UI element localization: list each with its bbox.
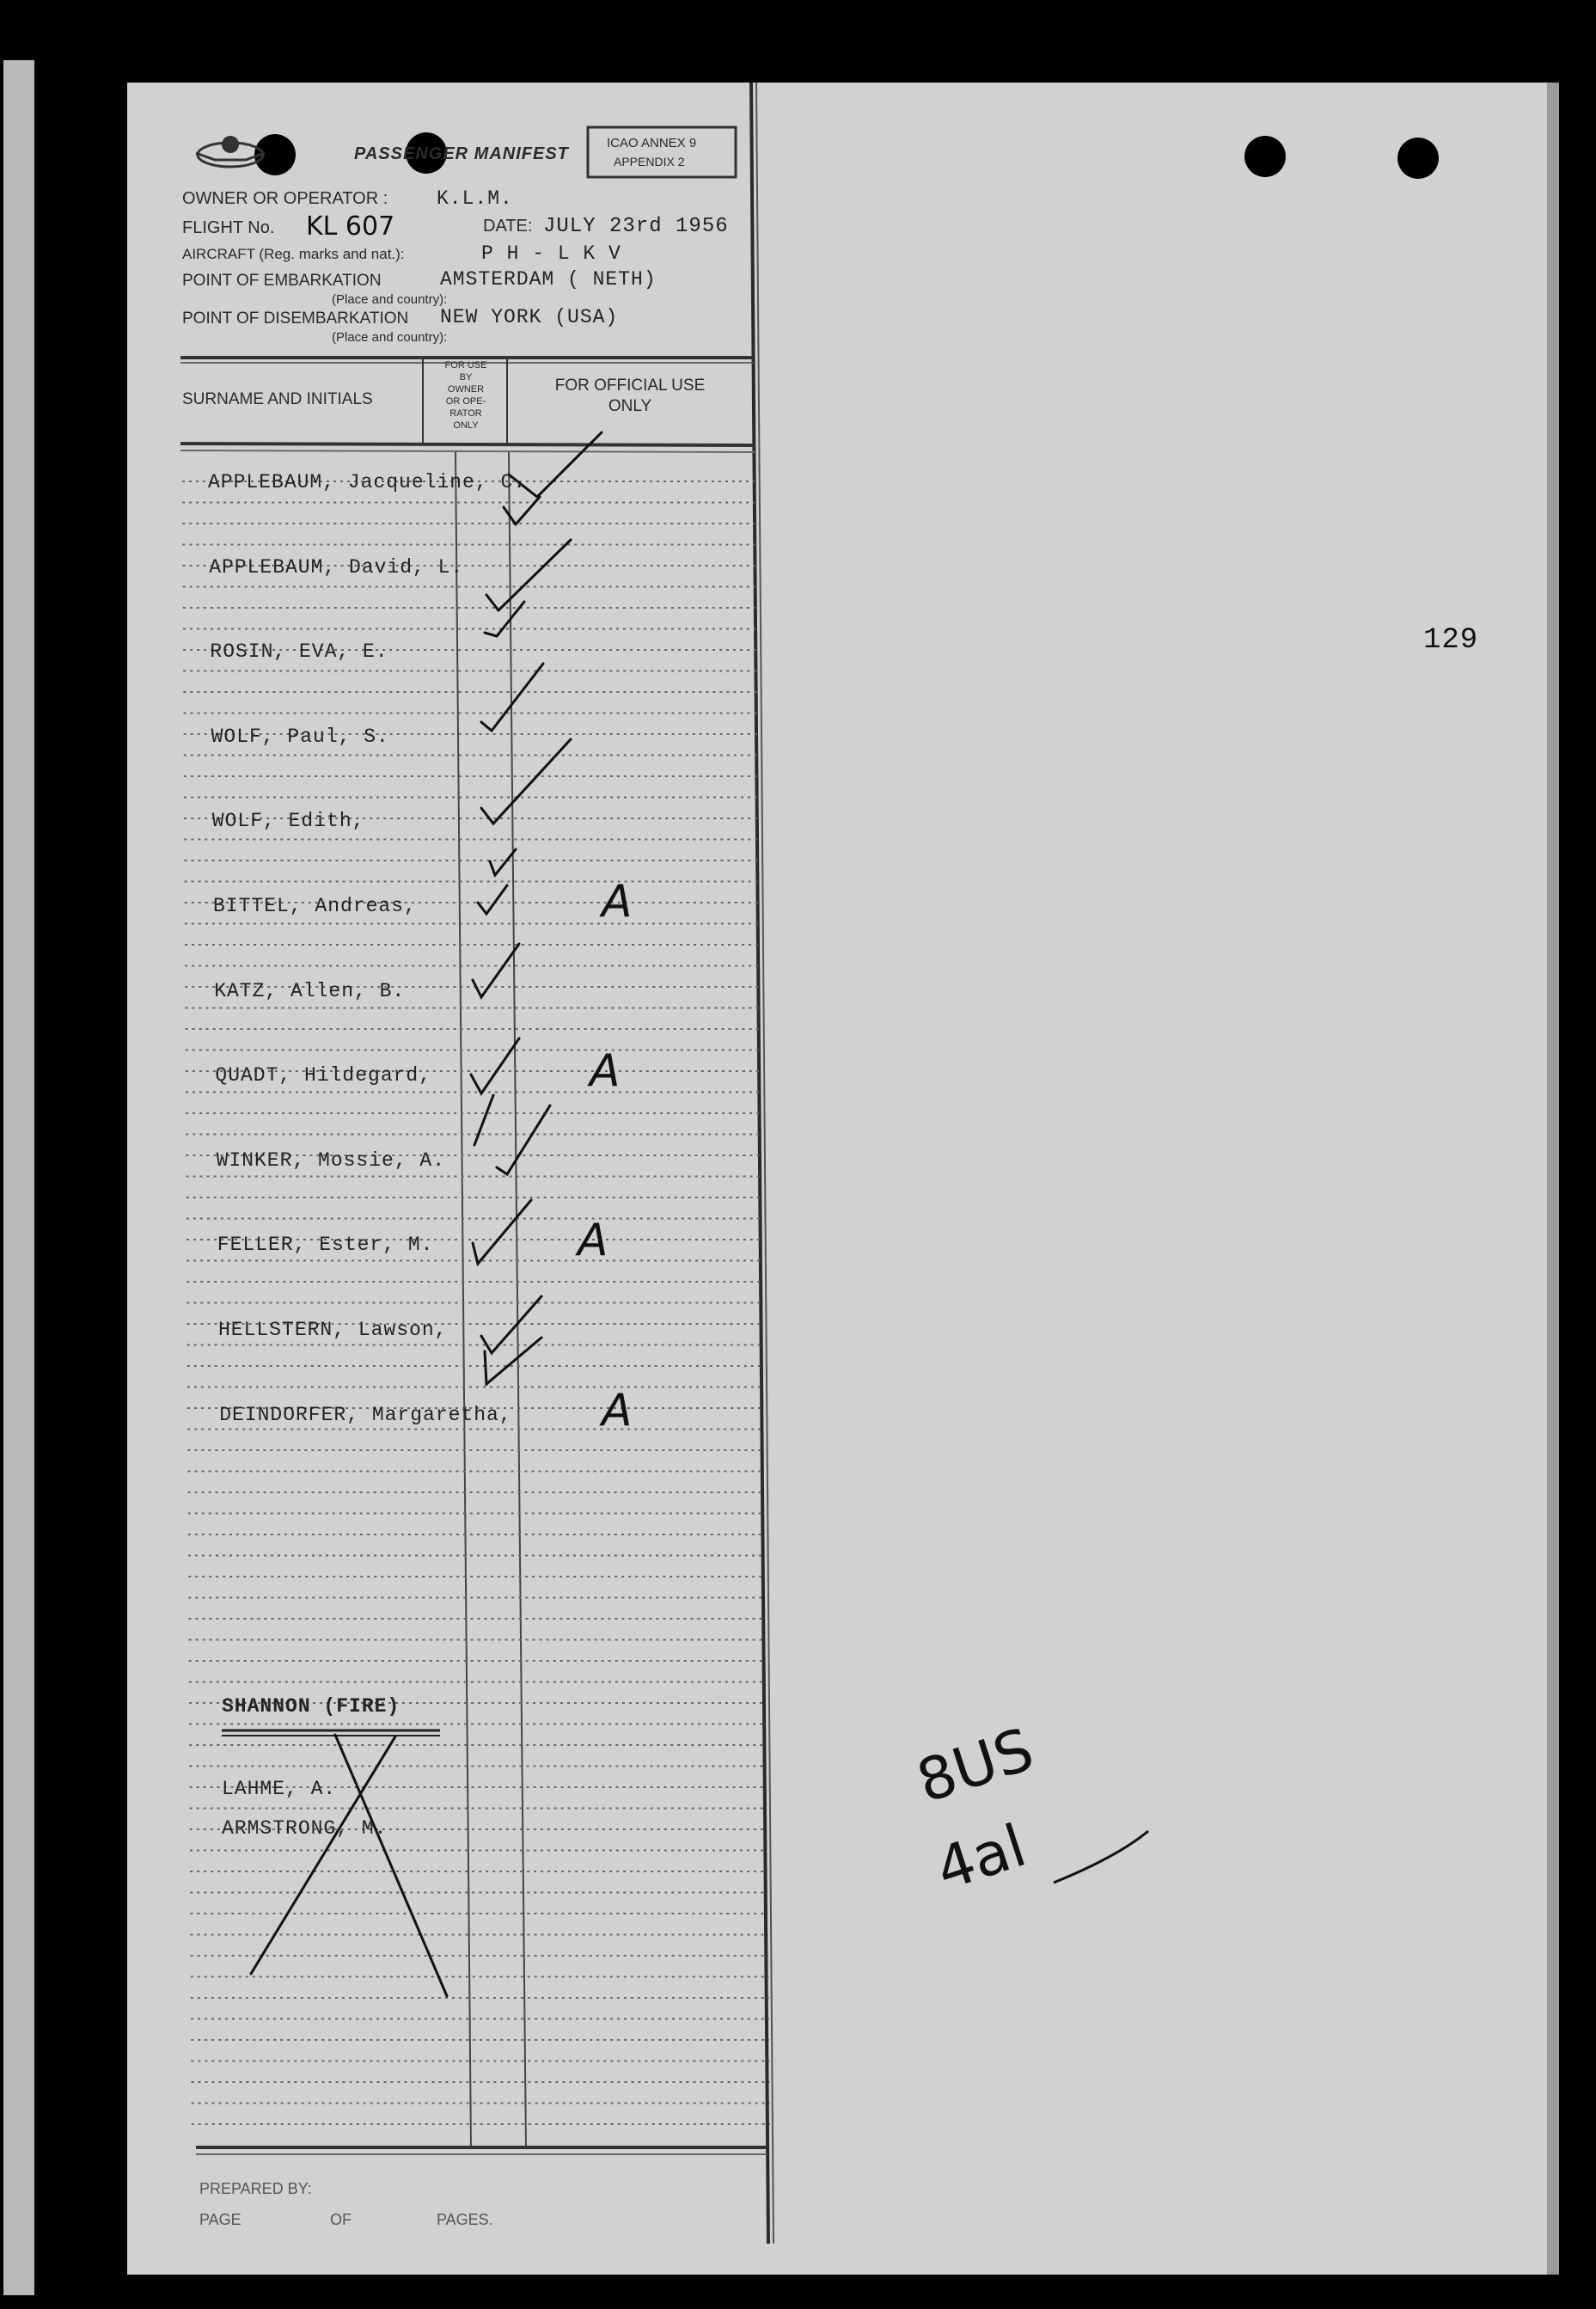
passenger-name: WOLF, Paul, S. [211,725,389,748]
official-use-header-line1: FOR OFFICIAL USE [554,377,706,395]
passenger-name: QUADT, Hildegard, [215,1064,432,1087]
embark-note: (Place and country): [332,292,448,307]
crew-cross-out [251,1735,447,1996]
passenger-name: APPLEBAUM, Jacqueline, C. [208,471,527,493]
disembark-value: NEW YORK (USA) [440,306,619,328]
flight-value: KL 607 [306,211,395,242]
prepared-by-label: PREPARED BY: [199,2180,312,2197]
official-mark: A [602,1384,633,1436]
owner-use-header-line: ONLY [453,420,479,431]
passenger-name: FELLER, Ester, M. [217,1234,434,1257]
passenger-name: KATZ, Allen, B. [214,979,406,1002]
crew-heading: SHANNON (FIRE) [222,1695,401,1718]
owner-label: OWNER OR OPERATOR : [182,189,388,208]
page-label: PAGE [199,2211,242,2228]
owner-use-column-header [425,359,507,432]
official-mark: A [578,1215,608,1267]
owner-use-header-line: OR OPE- [445,396,486,407]
crew-member: ARMSTRONG, M. [222,1817,388,1840]
official-use-header-line2: ONLY [608,397,652,415]
handwritten-note-line2: 4al [928,1811,1035,1905]
appendix-label: APPENDIX 2 [614,155,685,168]
embark-value: AMSTERDAM ( NETH) [440,268,657,291]
owner-use-header-line: BY [459,372,473,383]
passenger-name: ROSIN, EVA, E. [210,640,388,664]
official-mark: A [590,1045,621,1098]
annex-box [588,127,736,177]
date-label: DATE: [483,217,533,236]
passenger-name: WOLF, Edith, [211,810,365,833]
owner-use-header-line: FOR USE [444,360,487,371]
passenger-name: HELLSTERN, Lawson, [218,1319,448,1341]
manifest-title: PASSENGER MANIFEST [354,144,569,163]
handwritten-note-line1: 8US [909,1715,1042,1817]
owner-value: K.L.M. [437,187,513,210]
passenger-name: BITTEL, Andreas, [213,895,417,917]
passenger-name: WINKER, Mossie, A. [216,1148,446,1172]
aircraft-value: P H - L K V [481,242,621,265]
embark-label: POINT OF EMBARKATION [182,272,382,290]
passenger-name: DEINDORFER, Margaretha, [219,1403,512,1426]
owner-use-header-line: RATOR [449,408,482,419]
owner-use-header-line: OWNER [447,384,485,395]
annex-label: ICAO ANNEX 9 [607,136,697,150]
date-value: JULY 23rd 1956 [543,215,729,238]
page-number: 129 [1423,624,1479,657]
passenger-name: APPLEBAUM, David, L. [209,555,464,579]
surname-column-header: SURNAME AND INITIALS [182,390,373,408]
flight-label: FLIGHT No. [182,218,275,237]
disembark-label: POINT OF DISEMBARKATION [182,309,409,328]
klm-logo-icon [196,136,265,167]
pages-label: PAGES. [437,2211,493,2228]
official-mark: A [602,876,633,928]
crew-member: LAHME, A. [222,1778,337,1800]
aircraft-label: AIRCRAFT (Reg. marks and nat.): [182,246,405,262]
note-flourish [1054,1831,1148,1883]
disembark-note: (Place and country): [332,330,448,345]
of-label: OF [330,2211,352,2228]
